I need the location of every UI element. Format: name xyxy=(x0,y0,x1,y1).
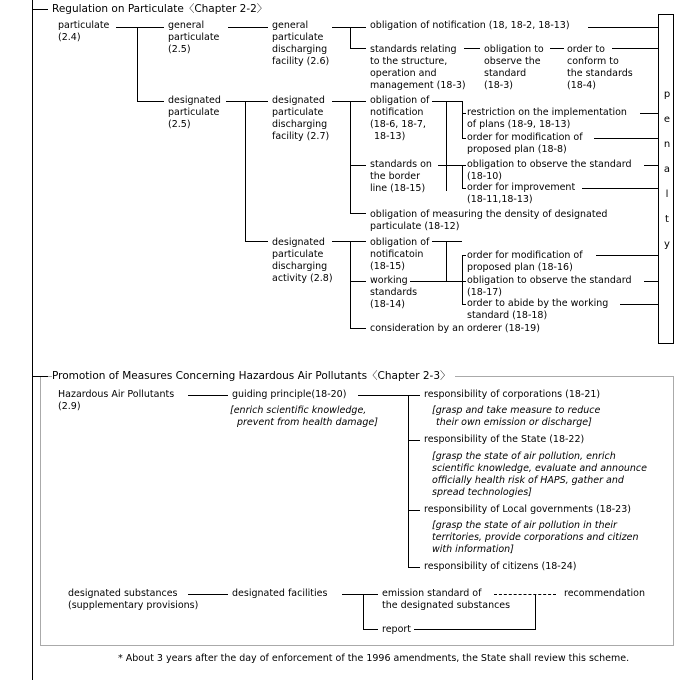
general-label-2: particulate xyxy=(168,32,220,43)
order-conform-1: order to xyxy=(567,44,605,55)
designated-ref: (2.5) xyxy=(168,119,191,130)
standards-border-1: standards on xyxy=(370,159,432,170)
penalty-letter-t: t xyxy=(665,214,669,225)
conn-desact xyxy=(332,241,366,242)
order-improve-2: (18-11,18-13) xyxy=(467,194,533,205)
conn-facilities-report xyxy=(363,629,378,630)
conn-desfac xyxy=(332,101,366,102)
particulate-ref: (2.4) xyxy=(58,32,81,43)
obligation-notification: obligation of notification (18, 18-2, 18-13) xyxy=(370,20,570,31)
standards-border-3: line (18-15) xyxy=(370,183,426,194)
guiding-principle: guiding principle(18-20) xyxy=(232,389,347,400)
standards-structure-1: standards relating xyxy=(370,44,457,55)
gen-facility-2: particulate xyxy=(272,32,324,43)
conn-desact-working xyxy=(350,281,366,282)
obl-observe3-1: obligation to observe the standard xyxy=(467,275,632,286)
designated-label-2: particulate xyxy=(168,107,220,118)
order-conform-2: conform to xyxy=(567,56,619,67)
penalty-letter-e: e xyxy=(663,114,671,125)
working-std-2: standards xyxy=(370,287,418,298)
conn-designated-trunk xyxy=(245,101,246,242)
conn-notif3-trunk xyxy=(446,241,447,282)
obligation-observe-1: obligation to xyxy=(484,44,544,55)
guiding-note-2: prevent from health damage] xyxy=(237,417,378,428)
conn-designated-activity xyxy=(245,241,268,242)
des-activity-4: activity (2.8) xyxy=(272,273,333,284)
resp-local-note-1: [grasp the state of air pollution in their xyxy=(432,520,617,531)
conn-improve-penalty xyxy=(582,188,658,189)
conn-guiding-resp xyxy=(358,395,420,396)
conn-working xyxy=(410,281,462,282)
conn-facilities-trunk xyxy=(363,594,364,630)
resp-local: responsibility of Local governments (18-23) xyxy=(424,504,631,515)
restriction-1: restriction on the implementation xyxy=(467,107,627,118)
obligation-observe-2: observe the xyxy=(484,56,541,67)
obl-notif3-1: obligation of xyxy=(370,237,430,248)
obligation-observe-3: standard xyxy=(484,68,527,79)
penalty-box xyxy=(658,14,674,344)
order-improve-1: order for improvement xyxy=(467,182,576,193)
conn-notif2-order xyxy=(462,138,466,139)
obl-observe3-2: (18-17) xyxy=(467,287,503,298)
resp-state: responsibility of the State (18-22) xyxy=(424,434,585,445)
emission-standard-2: the designated substances xyxy=(382,600,511,611)
resp-state-note-4: spread technologies] xyxy=(432,487,532,498)
conn-substances-facilities xyxy=(188,594,228,595)
des-facility-1: designated xyxy=(272,95,325,106)
conn-conform-penalty xyxy=(612,48,658,49)
gen-facility-3: discharging xyxy=(272,44,328,55)
order-abide-1: order to abide by the working xyxy=(467,298,609,309)
obl-notif2-4: 18-13) xyxy=(374,131,406,142)
hap-label: Hazardous Air Pollutants xyxy=(58,389,175,400)
order-conform-3: the standards xyxy=(567,68,633,79)
conn-observe-conform xyxy=(550,48,564,49)
conn-observe2-penalty xyxy=(644,165,658,166)
working-std-1: working xyxy=(370,275,408,286)
s1-title: Regulation on Particulate〈Chapter 2-2〉 xyxy=(52,3,268,15)
gen-facility-1: general xyxy=(272,20,309,31)
obl-notif2-1: obligation of xyxy=(370,95,430,106)
conn-ordmod2-penalty xyxy=(596,255,658,256)
des-activity-3: discharging xyxy=(272,261,328,272)
conn-border-sub xyxy=(462,165,463,189)
conn-genfac-standards xyxy=(350,48,366,49)
order-mod2-1: order for modification of xyxy=(467,250,583,261)
conn-notif2-restrict xyxy=(462,113,466,114)
conn-notif-penalty xyxy=(588,27,658,28)
s1-title-tick xyxy=(32,9,48,10)
obligation-observe-4: (18-3) xyxy=(484,80,513,91)
conn-emission-recommendation xyxy=(494,594,556,595)
conn-particulate-trunk xyxy=(137,27,138,102)
designated-label-1: designated xyxy=(168,95,221,106)
conn-restrict-penalty xyxy=(640,113,658,114)
emission-standard-1: emission standard of xyxy=(382,588,482,599)
restriction-2: of plans (18-9, 18-13) xyxy=(467,119,571,130)
conn-desfac-border xyxy=(350,165,366,166)
conn-notif2-trunk xyxy=(446,101,447,191)
report: report xyxy=(382,624,412,635)
consideration: consideration by an orderer (18-19) xyxy=(370,323,540,334)
penalty-letter-n: n xyxy=(663,139,671,150)
gen-facility-4: facility (2.6) xyxy=(272,56,330,67)
guiding-note-1: [enrich scientific knowledge, xyxy=(230,405,367,416)
hap-ref: (2.9) xyxy=(58,401,81,412)
conn-desact-trunk xyxy=(350,241,351,329)
conn-desfac-trunk xyxy=(350,101,351,214)
conn-abide-penalty xyxy=(620,304,658,305)
obl-observe2-2: (18-10) xyxy=(467,171,503,182)
conn-observe3-penalty xyxy=(644,281,658,282)
resp-state-note-2: scientific knowledge, evaluate and announce xyxy=(432,463,647,474)
resp-state-note-1: [grasp the state of air pollution, enrich xyxy=(432,451,616,462)
conn-general-facility xyxy=(228,27,268,28)
des-facility-4: facility (2.7) xyxy=(272,131,330,142)
conn-border-improve xyxy=(462,188,466,189)
obl-measuring-2: particulate (18-12) xyxy=(370,221,460,232)
conn-notif2-sub xyxy=(462,101,463,139)
main-left-line xyxy=(32,0,33,680)
resp-local-note-2: territories, provide corporations and citizen xyxy=(432,532,639,543)
des-facility-3: discharging xyxy=(272,119,328,130)
footnote: * About 3 years after the day of enforcement of the 1996 amendments, the State shall review this scheme. xyxy=(118,653,630,664)
particulate-label: particulate xyxy=(58,20,110,31)
conn-report-recommendation xyxy=(414,629,536,630)
conn-notif3 xyxy=(432,241,462,242)
penalty-letter-y: y xyxy=(664,239,670,250)
des-activity-1: designated xyxy=(272,237,325,248)
des-activity-2: particulate xyxy=(272,249,324,260)
s2-title: Promotion of Measures Concerning Hazardous Air Pollutants〈Chapter 2-3〉 xyxy=(52,370,455,382)
des-facility-2: particulate xyxy=(272,107,324,118)
resp-corp-note-2: their own emission or discharge] xyxy=(436,417,592,428)
obl-observe2-1: obligation to observe the standard xyxy=(467,159,632,170)
conn-notif3-observe xyxy=(462,281,466,282)
order-mod-1: order for modification of xyxy=(467,132,583,143)
resp-corp-note-1: [grasp and take measure to reduce xyxy=(432,405,601,416)
standards-structure-2: to the structure, xyxy=(370,56,448,67)
working-std-3: (18-14) xyxy=(370,299,406,310)
penalty-letter-p: p xyxy=(663,89,671,100)
resp-citizens: responsibility of citizens (18-24) xyxy=(424,561,577,572)
conn-emission-report-vert xyxy=(535,594,536,630)
conn-facilities-emission xyxy=(342,594,378,595)
general-label-1: general xyxy=(168,20,205,31)
order-conform-4: (18-4) xyxy=(567,80,596,91)
standards-structure-4: management (18-3) xyxy=(370,80,466,91)
conn-genfac-trunk xyxy=(350,27,351,49)
resp-state-note-3: officially health risk of HAPS, gather and xyxy=(432,475,624,486)
standards-structure-3: operation and xyxy=(370,68,437,79)
conn-notif3-ordmod xyxy=(462,255,466,256)
conn-struct-observe xyxy=(464,48,480,49)
general-ref: (2.5) xyxy=(168,44,191,55)
conn-resp-local xyxy=(408,510,420,511)
order-abide-2: standard (18-18) xyxy=(467,310,548,321)
order-mod2-2: proposed plan (18-16) xyxy=(467,262,573,273)
conn-desfac-measuring xyxy=(350,213,366,214)
obl-measuring-1: obligation of measuring the density of designated xyxy=(370,209,608,220)
resp-local-note-3: with information] xyxy=(432,544,514,555)
recommendation: recommendation xyxy=(564,588,646,599)
s2-title-tick xyxy=(32,376,48,377)
conn-ordmod-penalty xyxy=(594,138,658,139)
obl-notif2-3: (18-6, 18-7, xyxy=(370,119,426,130)
conn-hap-guiding xyxy=(188,395,228,396)
conn-genfac xyxy=(332,27,366,28)
conn-resp-citizens xyxy=(408,567,420,568)
designated-substances-2: (supplementary provisions) xyxy=(68,600,199,611)
conn-notif3-abide xyxy=(462,304,466,305)
obl-notif2-2: notification xyxy=(370,107,424,118)
conn-particulate-designated xyxy=(137,101,164,102)
conn-resp-state xyxy=(408,440,420,441)
designated-substances-1: designated substances xyxy=(68,588,178,599)
standards-border-2: the border xyxy=(370,171,420,182)
conn-desact-consider xyxy=(350,328,366,329)
resp-corporations: responsibility of corporations (18-21) xyxy=(424,389,601,400)
obl-notif3-2: notificatoin xyxy=(370,249,424,260)
conn-designated-facility xyxy=(226,101,268,102)
conn-resp-trunk xyxy=(408,395,409,568)
obl-notif3-3: (18-15) xyxy=(370,261,406,272)
conn-particulate-general xyxy=(116,27,164,28)
designated-facilities: designated facilities xyxy=(232,588,328,599)
conn-notif3-sub xyxy=(462,255,463,305)
penalty-letter-l: l xyxy=(665,189,669,200)
conn-notif2 xyxy=(432,101,462,102)
order-mod-2: proposed plan (18-8) xyxy=(467,144,567,155)
penalty-letter-a: a xyxy=(663,164,671,175)
